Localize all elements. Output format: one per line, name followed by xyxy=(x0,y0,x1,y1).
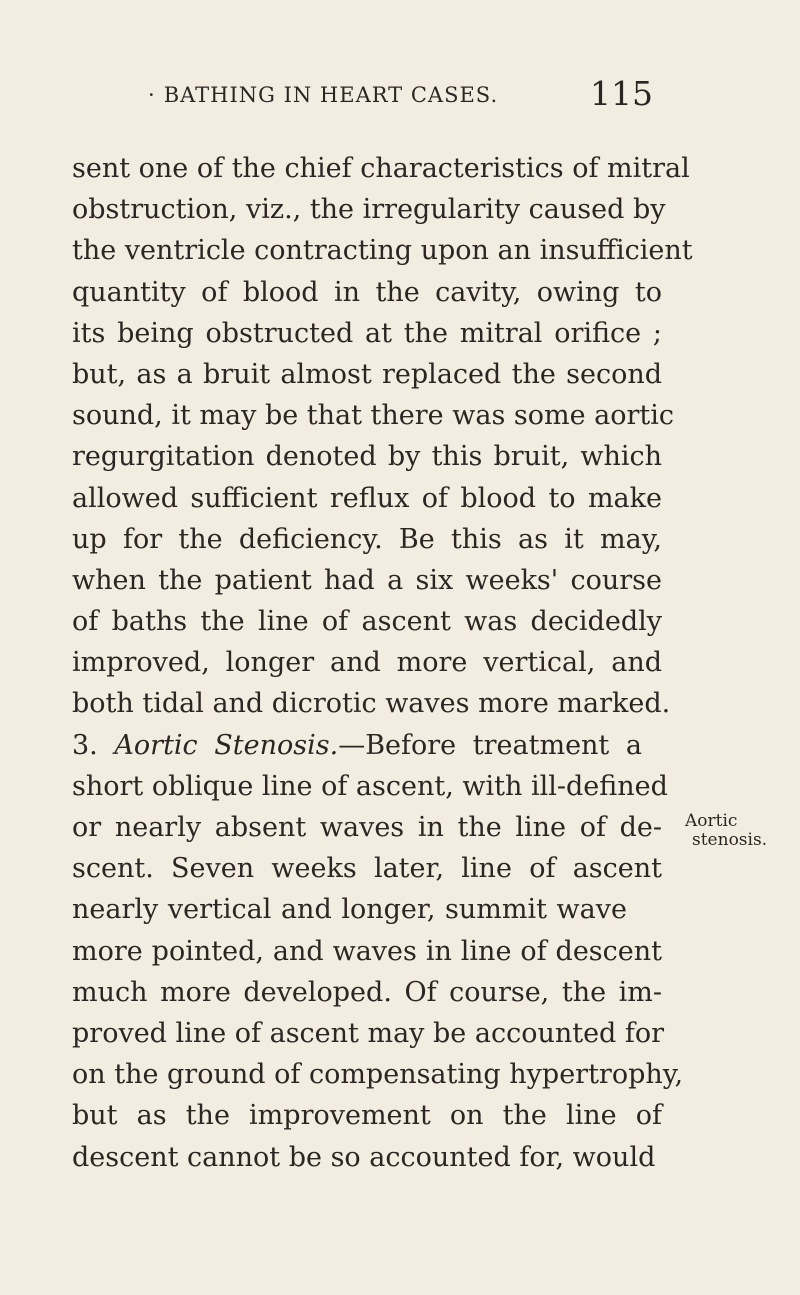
text-line: sound, it may be that there was some aortic xyxy=(72,400,675,432)
text-line: descent cannot be so accounted for, would xyxy=(72,1141,656,1173)
text-line: allowed sufficient reflux of blood to make xyxy=(72,482,662,514)
text-line: or nearly absent waves in the line of de- xyxy=(72,812,662,843)
margin-note-line: Aortic xyxy=(685,811,738,831)
text-line: short oblique line of ascent, with ill-defined xyxy=(72,770,668,802)
text-line: more pointed, and waves in line of descent xyxy=(72,935,662,967)
text-line: much more developed. Of course, the im- xyxy=(72,976,662,1008)
body-text xyxy=(72,148,693,1178)
section-heading-line xyxy=(72,725,642,766)
text-line: when the patient had a six weeks' course xyxy=(72,564,662,596)
text-line: of baths the line of ascent was decidedly xyxy=(72,606,662,638)
text-line: the ventricle contracting upon an insufficient xyxy=(72,235,693,267)
text-line: up for the deficiency. Be this as it may, xyxy=(72,523,662,555)
text-line: obstruction, viz., the irregularity caused by xyxy=(72,194,666,226)
text-line: scent. Seven weeks later, line of ascent xyxy=(72,853,662,885)
text-line: improved, longer and more vertical, and xyxy=(72,647,662,679)
text-line: nearly vertical and longer, summit wave xyxy=(72,894,627,926)
running-head-title: BATHING IN HEART CASES. xyxy=(163,83,499,107)
text-line: on the ground of compensating hypertrophy, xyxy=(72,1059,684,1091)
text-line: proved line of ascent may be accounted for xyxy=(72,1017,665,1049)
text-line: its being obstructed at the mitral orifice ; xyxy=(72,317,662,349)
running-head-dot: · xyxy=(148,83,156,107)
text-line: but as the improvement on the line of xyxy=(72,1100,662,1132)
section-number: 3. xyxy=(72,729,98,761)
text-line: regurgitation denoted by this bruit, which xyxy=(72,441,662,473)
text-line: but, as a bruit almost replaced the second xyxy=(72,358,662,390)
text-line: both tidal and dicrotic waves more marked. xyxy=(72,688,671,720)
text-line: quantity of blood in the cavity, owing to xyxy=(72,276,662,308)
section-heading-rest: —Before treatment a xyxy=(338,729,643,761)
text-line: sent one of the chief characteristics of mitral xyxy=(72,153,690,184)
running-head xyxy=(148,83,498,107)
section-heading: Aortic Stenosis. xyxy=(114,729,339,761)
margin-note-line: stenosis. xyxy=(692,830,768,850)
page-number: 115 xyxy=(590,74,653,113)
margin-note xyxy=(680,812,767,850)
